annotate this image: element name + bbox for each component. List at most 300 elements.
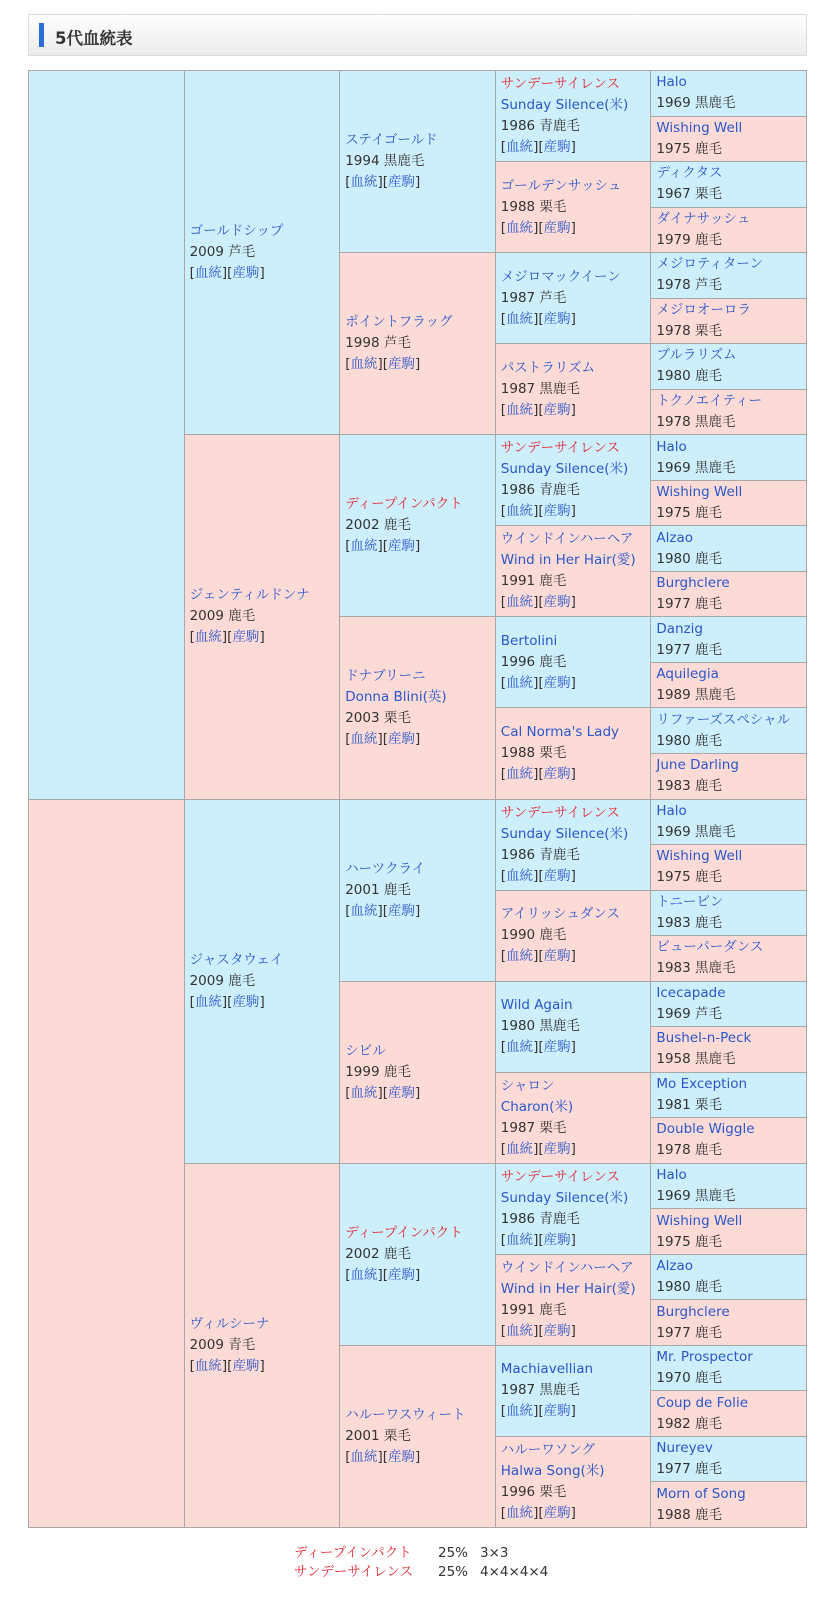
horse-name-link[interactable]: Alzao <box>656 1258 693 1275</box>
bracket-close: ] <box>570 1504 576 1521</box>
bracket-open: [ <box>500 310 507 327</box>
horse-name-link[interactable]: Wishing Well <box>656 119 743 136</box>
pedigree-link[interactable]: 血統 <box>506 401 534 418</box>
horse-name-link[interactable]: Coup de Folie <box>656 1394 748 1411</box>
birth-year-coat: 1977 鹿毛 <box>656 596 723 613</box>
bracket-close: ] <box>533 310 539 327</box>
pedigree-link[interactable]: 血統 <box>194 629 222 646</box>
ancestor-cell-gen5 <box>651 571 807 617</box>
pedigree-link[interactable]: 血統 <box>506 503 534 520</box>
bracket-open: [ <box>500 219 507 236</box>
horse-name-link[interactable]: Aquilegia <box>656 666 719 683</box>
bracket-close: ] <box>570 1322 576 1339</box>
pedigree-links <box>190 1356 335 1377</box>
ancestor-cell-gen5 <box>651 480 807 526</box>
pedigree-link[interactable]: 血統 <box>506 1231 534 1248</box>
offspring-link[interactable]: 産駒 <box>388 730 416 747</box>
inbreeding-row <box>294 1563 548 1582</box>
pedigree-table <box>28 70 807 1528</box>
birth-year-coat: 1978 芦毛 <box>656 277 723 294</box>
offspring-link[interactable]: 産駒 <box>543 674 571 691</box>
offspring-link[interactable]: 産駒 <box>543 594 571 611</box>
pedigree-link[interactable]: 血統 <box>350 902 378 919</box>
pedigree-links <box>190 263 335 284</box>
pedigree-links <box>345 1083 490 1104</box>
birth-year-coat: 1980 鹿毛 <box>656 368 723 385</box>
ancestor-cell-gen5 <box>651 207 807 253</box>
pedigree-links <box>345 172 490 193</box>
bracket-close: ] <box>570 219 576 236</box>
birth-year-coat: 1978 鹿毛 <box>656 1142 723 1159</box>
pedigree-link[interactable]: 血統 <box>350 538 378 555</box>
pedigree-links <box>501 137 646 158</box>
ancestor-cell-gen5 <box>651 1345 807 1391</box>
bracket-close: ] <box>533 139 539 156</box>
birth-year-coat: 1983 黒鹿毛 <box>656 960 736 977</box>
bracket-close: ] <box>533 1231 539 1248</box>
pedigree-link[interactable]: 血統 <box>506 674 534 691</box>
bracket-close: ] <box>570 765 576 782</box>
bracket-open: [ <box>382 538 389 555</box>
horse-foreign-name-link[interactable]: Wind in Her Hair(愛) <box>500 552 636 569</box>
bracket-open: [ <box>189 993 195 1010</box>
bracket-close: ] <box>377 1266 383 1283</box>
pedigree-link[interactable]: 血統 <box>350 1448 378 1465</box>
offspring-link[interactable]: 産駒 <box>543 867 571 884</box>
offspring-link[interactable]: 産駒 <box>232 993 260 1010</box>
ancestor-cell-gen3 <box>340 981 496 1163</box>
horse-name-link[interactable]: ハルーワスウィート <box>345 1406 466 1423</box>
pedigree-link[interactable]: 血統 <box>506 948 534 965</box>
horse-name-link[interactable]: Wild Again <box>500 997 573 1014</box>
horse-name-link[interactable]: ステイゴールド <box>345 132 438 149</box>
offspring-link[interactable]: 産駒 <box>388 538 416 555</box>
bracket-open: [ <box>345 174 351 191</box>
horse-name-link[interactable]: Burghclere <box>656 1303 730 1320</box>
bracket-close: ] <box>533 1039 539 1056</box>
pedigree-link[interactable]: 血統 <box>350 174 378 191</box>
bracket-close: ] <box>221 629 228 646</box>
ancestor-cell-gen4 <box>495 890 651 981</box>
ancestor-cell-gen5 <box>651 1118 807 1164</box>
bracket-open: [ <box>345 1448 351 1465</box>
horse-name-link[interactable]: サンデーサイレンス <box>500 440 620 457</box>
horse-name-link[interactable]: Wishing Well <box>656 848 743 865</box>
pedigree-links <box>501 592 646 613</box>
birth-year-coat: 1975 鹿毛 <box>656 869 723 886</box>
pedigree-link[interactable]: 血統 <box>506 765 534 782</box>
bracket-open: [ <box>500 139 507 156</box>
horse-name-link[interactable]: Wishing Well <box>656 1212 743 1229</box>
horse-name-link[interactable]: ダイナサッシュ <box>656 210 751 227</box>
horse-name-link[interactable]: トクノエイティー <box>656 392 763 409</box>
birth-year-coat: 1988 鹿毛 <box>656 1506 723 1523</box>
horse-name-link[interactable]: ビューパーダンス <box>656 939 764 956</box>
pedigree-link[interactable]: 血統 <box>506 867 534 884</box>
horse-name-link[interactable]: ゴールデンサッシュ <box>500 177 622 194</box>
bracket-open: [ <box>382 902 389 919</box>
ancestor-cell-gen4 <box>495 344 651 435</box>
pedigree-link[interactable]: 血統 <box>506 139 534 156</box>
offspring-link[interactable]: 産駒 <box>543 1039 571 1056</box>
horse-name-link[interactable]: メジロティターン <box>656 256 764 273</box>
birth-year-coat: 1988 栗毛 <box>500 198 567 215</box>
bracket-open: [ <box>500 1504 507 1521</box>
bracket-close: ] <box>415 538 421 555</box>
birth-year-coat: 1983 鹿毛 <box>656 778 723 795</box>
offspring-link[interactable]: 産駒 <box>388 1448 416 1465</box>
horse-name-link[interactable]: ディープインパクト <box>345 1224 463 1241</box>
pedigree-links <box>345 901 490 922</box>
bracket-close: ] <box>570 1039 576 1056</box>
ancestor-cell-gen5 <box>651 1300 807 1346</box>
bracket-open: [ <box>500 1231 507 1248</box>
ancestor-cell-gen3 <box>340 617 496 799</box>
ancestor-cell-gen5 <box>651 890 807 936</box>
bracket-open: [ <box>500 594 507 611</box>
ancestor-cell-gen3 <box>340 71 496 253</box>
bracket-close: ] <box>415 1266 421 1283</box>
inbreeding-percent: 25% <box>438 1564 469 1580</box>
offspring-link[interactable]: 産駒 <box>543 139 571 156</box>
offspring-link[interactable]: 産駒 <box>543 219 571 236</box>
bracket-close: ] <box>221 993 228 1010</box>
bracket-close: ] <box>377 538 383 555</box>
birth-year-coat: 1969 黒鹿毛 <box>656 95 736 112</box>
inbreeding-summary <box>294 1544 548 1582</box>
horse-foreign-name-link[interactable]: Donna Blini(英) <box>345 688 447 705</box>
pedigree-link[interactable]: 血統 <box>350 1266 378 1283</box>
ancestor-cell-gen4 <box>495 1072 651 1163</box>
pedigree-link[interactable]: 血統 <box>194 265 222 282</box>
birth-year-coat: 1977 鹿毛 <box>656 641 723 658</box>
pedigree-link[interactable]: 血統 <box>506 1039 534 1056</box>
horse-foreign-name-link[interactable]: Halwa Song(米) <box>500 1462 605 1479</box>
horse-foreign-name-link[interactable]: Sunday Silence(米) <box>500 1189 629 1206</box>
offspring-link[interactable]: 産駒 <box>543 1403 571 1420</box>
ancestor-cell-gen5 <box>651 617 807 663</box>
ancestor-cell-gen2 <box>184 1163 340 1527</box>
horse-name-link[interactable]: シャロン <box>500 1077 555 1094</box>
birth-year-coat: 1975 鹿毛 <box>656 505 723 522</box>
horse-name-link[interactable]: ハーツクライ <box>345 860 426 877</box>
horse-name-link[interactable]: Icecapade <box>656 984 726 1001</box>
bracket-close: ] <box>570 1140 576 1157</box>
horse-name-link[interactable]: Machiavellian <box>500 1361 594 1378</box>
horse-name-link[interactable]: ブルラリズム <box>656 347 737 364</box>
birth-year-coat: 2009 鹿毛 <box>189 972 256 989</box>
horse-name-link[interactable]: メジロオーロラ <box>656 301 751 318</box>
pedigree-link[interactable]: 血統 <box>350 730 378 747</box>
bracket-open: [ <box>538 948 544 965</box>
ancestor-cell-gen4 <box>495 799 651 890</box>
offspring-link[interactable]: 産駒 <box>388 1084 416 1101</box>
horse-foreign-name-link[interactable]: Charon(米) <box>500 1098 574 1115</box>
bracket-open: [ <box>538 219 544 236</box>
bracket-close: ] <box>570 594 576 611</box>
ancestor-cell-gen5 <box>651 708 807 754</box>
bracket-close: ] <box>377 1448 383 1465</box>
bracket-close: ] <box>415 1084 421 1101</box>
ancestor-cell-gen5 <box>651 344 807 390</box>
ancestor-cell-gen5 <box>651 1072 807 1118</box>
horse-name-link[interactable]: Mo Exception <box>656 1075 748 1092</box>
ancestor-cell-gen3 <box>340 1345 496 1527</box>
offspring-link[interactable]: 産駒 <box>543 1231 571 1248</box>
horse-name-link[interactable]: Wishing Well <box>656 484 743 501</box>
bracket-close: ] <box>221 265 228 282</box>
ancestor-cell-gen1 <box>29 71 185 800</box>
pedigree-links <box>501 946 646 967</box>
horse-name-link[interactable]: Halo <box>656 438 687 455</box>
offspring-link[interactable]: 産駒 <box>388 356 416 373</box>
horse-foreign-name-link[interactable]: Sunday Silence(米) <box>500 825 629 842</box>
horse-name-link[interactable]: ヴィルシーナ <box>189 1315 270 1332</box>
offspring-link[interactable]: 産駒 <box>388 902 416 919</box>
inbreeding-name[interactable]: ディープインパクト <box>294 1545 412 1561</box>
birth-year-coat: 1979 鹿毛 <box>656 231 723 248</box>
horse-name-link[interactable]: Mr. Prospector <box>656 1349 753 1366</box>
ancestor-cell-gen5 <box>651 662 807 708</box>
bracket-open: [ <box>500 674 507 691</box>
birth-year-coat: 1998 芦毛 <box>345 335 411 352</box>
offspring-link[interactable]: 産駒 <box>388 174 416 191</box>
birth-year-coat: 1969 黒鹿毛 <box>656 459 736 476</box>
bracket-close: ] <box>415 902 421 919</box>
pedigree-links <box>190 627 335 648</box>
ancestor-cell-gen5 <box>651 1436 807 1482</box>
pedigree-link[interactable]: 血統 <box>506 219 534 236</box>
ancestor-cell-gen5 <box>651 936 807 982</box>
offspring-link[interactable]: 産駒 <box>543 1140 571 1157</box>
offspring-link[interactable]: 産駒 <box>543 765 571 782</box>
birth-year-coat: 1982 鹿毛 <box>656 1415 723 1432</box>
horse-name-link[interactable]: Halo <box>656 802 687 819</box>
ancestor-cell-gen4 <box>495 1163 651 1254</box>
birth-year-coat: 2009 鹿毛 <box>189 608 256 625</box>
bracket-open: [ <box>538 594 544 611</box>
horse-name-link[interactable]: Bertolini <box>500 632 558 649</box>
bracket-close: ] <box>570 401 576 418</box>
birth-year-coat: 1986 青鹿毛 <box>500 1210 580 1227</box>
ancestor-cell-gen5 <box>651 526 807 572</box>
horse-name-link[interactable]: シビル <box>345 1042 386 1059</box>
pedigree-links <box>501 1503 646 1524</box>
horse-foreign-name-link[interactable]: Sunday Silence(米) <box>500 461 629 478</box>
pedigree-link[interactable]: 血統 <box>194 1357 222 1374</box>
horse-name-link[interactable]: June Darling <box>656 757 739 774</box>
bracket-open: [ <box>345 356 351 373</box>
horse-name-link[interactable]: Morn of Song <box>656 1485 746 1502</box>
ancestor-cell-gen3 <box>340 435 496 617</box>
pedigree-link[interactable]: 血統 <box>506 594 534 611</box>
birth-year-coat: 2002 鹿毛 <box>345 1245 411 1262</box>
horse-name-link[interactable]: サンデーサイレンス <box>500 76 620 93</box>
birth-year-coat: 1983 鹿毛 <box>656 914 723 931</box>
bracket-close: ] <box>415 174 421 191</box>
birth-year-coat: 1977 鹿毛 <box>656 1461 723 1478</box>
pedigree-link[interactable]: 血統 <box>506 1140 534 1157</box>
ancestor-cell-gen2 <box>184 799 340 1163</box>
horse-name-link[interactable]: ポイントフラッグ <box>345 314 453 331</box>
offspring-link[interactable]: 産駒 <box>388 1266 416 1283</box>
offspring-link[interactable]: 産駒 <box>543 310 571 327</box>
pedigree-links <box>345 536 490 557</box>
bracket-open: [ <box>538 503 544 520</box>
ancestor-cell-gen5 <box>651 1482 807 1528</box>
horse-name-link[interactable]: メジロマックイーン <box>500 268 621 285</box>
ancestor-cell-gen5 <box>651 1254 807 1300</box>
pedigree-link[interactable]: 血統 <box>194 993 222 1010</box>
horse-name-link[interactable]: リファーズスペシャル <box>656 711 791 728</box>
offspring-link[interactable]: 産駒 <box>232 629 260 646</box>
horse-foreign-name-link[interactable]: Wind in Her Hair(愛) <box>500 1280 636 1297</box>
birth-year-coat: 2002 鹿毛 <box>345 517 411 534</box>
bracket-open: [ <box>538 867 544 884</box>
inbreeding-name[interactable]: サンデーサイレンス <box>294 1564 414 1580</box>
birth-year-coat: 1981 栗毛 <box>656 1096 723 1113</box>
horse-name-link[interactable]: ディクタス <box>656 165 723 182</box>
bracket-open: [ <box>500 1140 507 1157</box>
bracket-open: [ <box>227 629 233 646</box>
ancestor-cell-gen4 <box>495 71 651 162</box>
header-accent-bar <box>39 23 44 47</box>
ancestor-cell-gen5 <box>651 71 807 117</box>
birth-year-coat: 2009 青毛 <box>189 1336 256 1353</box>
bracket-close: ] <box>533 594 539 611</box>
horse-name-link[interactable]: Danzig <box>656 620 704 637</box>
bracket-open: [ <box>189 1357 195 1374</box>
ancestor-cell-gen5 <box>651 799 807 845</box>
offspring-link[interactable]: 産駒 <box>232 265 260 282</box>
birth-year-coat: 1958 黒鹿毛 <box>656 1051 736 1068</box>
horse-name-link[interactable]: Burghclere <box>656 575 730 592</box>
ancestor-cell-gen4 <box>495 1254 651 1345</box>
bracket-open: [ <box>227 1357 233 1374</box>
horse-name-link[interactable]: Alzao <box>656 529 693 546</box>
horse-name-link[interactable]: ジェンティルドンナ <box>189 587 310 604</box>
birth-year-coat: 1989 黒鹿毛 <box>656 687 736 704</box>
bracket-open: [ <box>538 310 544 327</box>
offspring-link[interactable]: 産駒 <box>543 948 571 965</box>
birth-year-coat: 1991 鹿毛 <box>500 1301 567 1318</box>
ancestor-cell-gen5 <box>651 753 807 799</box>
horse-name-link[interactable]: トニービン <box>656 893 724 910</box>
pedigree-links <box>345 354 490 375</box>
bracket-open: [ <box>227 993 233 1010</box>
birth-year-coat: 1996 鹿毛 <box>500 653 567 670</box>
pedigree-links <box>501 309 646 330</box>
pedigree-row <box>29 71 807 117</box>
pedigree-links <box>501 1401 646 1422</box>
horse-name-link[interactable]: Double Wiggle <box>656 1121 755 1138</box>
bracket-close: ] <box>570 139 576 156</box>
ancestor-cell-gen5 <box>651 1209 807 1255</box>
offspring-link[interactable]: 産駒 <box>543 1322 571 1339</box>
bracket-open: [ <box>382 174 389 191</box>
pedigree-link[interactable]: 血統 <box>506 1504 534 1521</box>
bracket-open: [ <box>538 765 544 782</box>
birth-year-coat: 1988 栗毛 <box>500 744 567 761</box>
birth-year-coat: 1969 黒鹿毛 <box>656 823 736 840</box>
pedigree-link[interactable]: 血統 <box>506 1403 534 1420</box>
ancestor-cell-gen3 <box>340 799 496 981</box>
pedigree-links <box>501 673 646 694</box>
bracket-open: [ <box>538 1140 544 1157</box>
ancestor-cell-gen3 <box>340 253 496 435</box>
horse-name-link[interactable]: Halo <box>656 74 687 91</box>
pedigree-link[interactable]: 血統 <box>350 1084 378 1101</box>
horse-name-link[interactable]: ディープインパクト <box>345 496 463 513</box>
horse-name-link[interactable]: Cal Norma's Lady <box>500 723 620 740</box>
horse-name-link[interactable]: アイリッシュダンス <box>500 906 620 923</box>
horse-name-link[interactable]: ジャスタウェイ <box>189 951 284 968</box>
ancestor-cell-gen5 <box>651 981 807 1027</box>
horse-name-link[interactable]: ウインドインハーヘア <box>500 531 634 548</box>
birth-year-coat: 1975 鹿毛 <box>656 140 723 157</box>
inbreeding-percent: 25% <box>438 1545 469 1561</box>
horse-name-link[interactable]: ドナブリーニ <box>345 667 426 684</box>
bracket-open: [ <box>538 139 544 156</box>
pedigree-link[interactable]: 血統 <box>350 356 378 373</box>
pedigree-link[interactable]: 血統 <box>506 1322 534 1339</box>
bracket-open: [ <box>189 629 195 646</box>
horse-name-link[interactable]: ウインドインハーヘア <box>500 1259 634 1276</box>
horse-name-link[interactable]: Nureyev <box>656 1440 713 1457</box>
bracket-open: [ <box>382 1266 389 1283</box>
horse-name-link[interactable]: サンデーサイレンス <box>500 1168 620 1185</box>
bracket-close: ] <box>533 1322 539 1339</box>
bracket-open: [ <box>382 356 389 373</box>
ancestor-cell-gen4 <box>495 617 651 708</box>
inbreeding-cross: 4×4×4×4 <box>480 1564 549 1580</box>
horse-foreign-name-link[interactable]: Sunday Silence(米) <box>500 97 629 114</box>
ancestor-cell-gen5 <box>651 1391 807 1437</box>
horse-name-link[interactable]: パストラリズム <box>500 359 596 376</box>
ancestor-cell-gen4 <box>495 708 651 799</box>
offspring-link[interactable]: 産駒 <box>543 401 571 418</box>
offspring-link[interactable]: 産駒 <box>543 503 571 520</box>
bracket-close: ] <box>415 356 421 373</box>
bracket-open: [ <box>345 1084 351 1101</box>
horse-name-link[interactable]: Halo <box>656 1167 687 1184</box>
horse-name-link[interactable]: Bushel-n-Peck <box>656 1030 752 1047</box>
bracket-open: [ <box>189 265 195 282</box>
pedigree-links <box>501 501 646 522</box>
bracket-close: ] <box>570 948 576 965</box>
pedigree-link[interactable]: 血統 <box>506 310 534 327</box>
offspring-link[interactable]: 産駒 <box>232 1357 260 1374</box>
horse-name-link[interactable]: ゴールドシップ <box>189 223 284 240</box>
bracket-open: [ <box>500 1322 507 1339</box>
birth-year-coat: 2001 栗毛 <box>345 1427 411 1444</box>
section-header <box>28 14 807 56</box>
bracket-close: ] <box>533 503 539 520</box>
horse-name-link[interactable]: サンデーサイレンス <box>500 804 620 821</box>
birth-year-coat: 1980 黒鹿毛 <box>500 1018 580 1035</box>
horse-name-link[interactable]: ハルーワソング <box>500 1441 596 1458</box>
birth-year-coat: 1969 芦毛 <box>656 1005 723 1022</box>
bracket-open: [ <box>345 902 351 919</box>
pedigree-row <box>29 799 807 845</box>
birth-year-coat: 1980 鹿毛 <box>656 732 723 749</box>
offspring-link[interactable]: 産駒 <box>543 1504 571 1521</box>
bracket-close: ] <box>533 1403 539 1420</box>
bracket-open: [ <box>345 538 351 555</box>
bracket-open: [ <box>345 730 351 747</box>
ancestor-cell-gen1 <box>29 799 185 1528</box>
bracket-close: ] <box>533 674 539 691</box>
